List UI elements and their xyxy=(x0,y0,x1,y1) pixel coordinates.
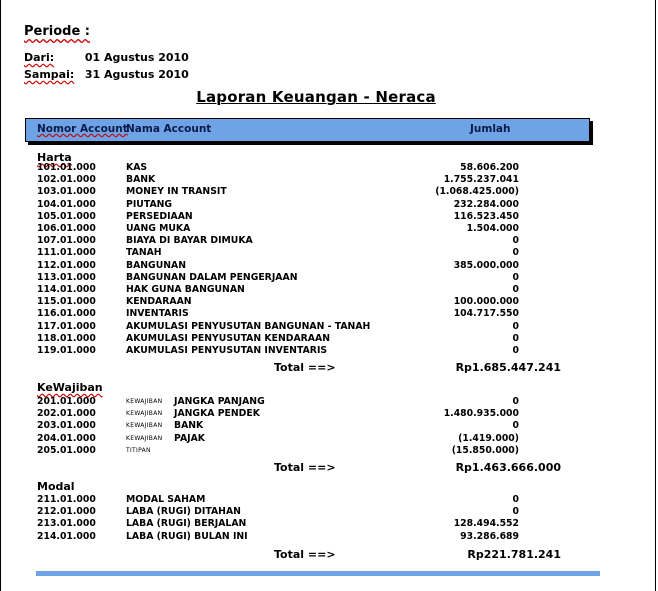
account-name: HAK GUNA BANGUNAN xyxy=(126,284,245,295)
account-code: 202.01.000 xyxy=(37,408,96,420)
account-code: 212.01.000 xyxy=(37,506,96,518)
table-row xyxy=(1,321,657,333)
periode-dari-row xyxy=(24,51,189,64)
account-prefix: KEWAJIBAN xyxy=(126,410,163,418)
account-name: BANK xyxy=(126,174,156,186)
account-amount: (15.850.000) xyxy=(451,444,519,456)
account-amount: 0 xyxy=(512,235,519,247)
account-amount: 93.286.689 xyxy=(460,530,519,542)
account-name: BANGUNAN DALAM PENGERJAAN xyxy=(126,271,298,283)
table-row xyxy=(1,235,657,247)
account-name: LABA (RUGI) BERJALAN xyxy=(126,518,247,530)
account-amount: 385.000.000 xyxy=(453,259,519,271)
header-amount: Jumlah xyxy=(470,123,511,135)
table-row xyxy=(1,223,657,235)
account-code: 102.01.000 xyxy=(37,174,96,186)
account-name: BANGUNAN xyxy=(126,259,186,271)
account-code: 117.01.000 xyxy=(37,320,96,332)
section-kewajiban-title: KeWajiban xyxy=(37,381,103,394)
table-row xyxy=(1,408,657,420)
account-code: 203.01.000 xyxy=(37,420,96,432)
section-modal-title: Modal xyxy=(37,480,75,493)
account-amount: 1.504.000 xyxy=(466,223,519,234)
account-name: KAS xyxy=(126,162,148,173)
account-code: 211.01.000 xyxy=(37,494,96,505)
table-row xyxy=(1,345,657,357)
account-name: BANK xyxy=(174,420,204,432)
table-row xyxy=(1,506,657,518)
account-code: 105.01.000 xyxy=(37,210,96,222)
account-prefix: KEWAJIBAN xyxy=(126,422,163,430)
header-account-name: Nama Account xyxy=(126,123,212,135)
table-row xyxy=(1,247,657,259)
account-amount: 1.755.237.041 xyxy=(443,174,519,186)
account-amount: 0 xyxy=(512,332,519,344)
table-row xyxy=(1,272,657,284)
account-amount: 0 xyxy=(512,396,519,407)
account-name: TANAH xyxy=(126,247,162,259)
table-row xyxy=(1,420,657,432)
sampai-value: 31 Agustus 2010 xyxy=(84,68,189,81)
account-code: 104.01.000 xyxy=(37,198,96,210)
account-amount: (1.419.000) xyxy=(458,432,519,444)
account-code: 118.01.000 xyxy=(37,332,96,344)
account-name: BIAYA DI BAYAR DIMUKA xyxy=(126,235,253,247)
section-harta-title: Harta xyxy=(37,151,72,164)
account-amount: 100.000.000 xyxy=(453,296,519,308)
account-name: PAJAK xyxy=(174,432,206,444)
account-prefix: KEWAJIBAN xyxy=(126,398,163,405)
account-prefix: KEWAJIBAN xyxy=(126,434,163,442)
modal-total-label: Total ==> xyxy=(274,548,336,561)
periode-sampai-row xyxy=(24,68,189,81)
account-amount: 0 xyxy=(512,320,519,332)
table-row xyxy=(1,433,657,445)
account-amount: 0 xyxy=(512,494,519,505)
account-code: 214.01.000 xyxy=(37,530,96,542)
account-name: AKUMULASI PENYUSUTAN BANGUNAN - TANAH xyxy=(126,320,371,332)
account-name: JANGKA PENDEK xyxy=(174,408,260,420)
kewajiban-total-label: Total ==> xyxy=(274,461,336,474)
account-name: JANGKA PANJANG xyxy=(174,396,265,407)
account-name: MONEY IN TRANSIT xyxy=(126,186,227,198)
account-code: 119.01.000 xyxy=(37,345,96,356)
table-row xyxy=(1,308,657,320)
account-code: 116.01.000 xyxy=(37,308,96,320)
account-code: 112.01.000 xyxy=(37,259,96,271)
table-row xyxy=(1,260,657,272)
account-code: 201.01.000 xyxy=(37,396,96,407)
account-amount: 116.523.450 xyxy=(453,210,519,222)
dari-value: 01 Agustus 2010 xyxy=(84,51,189,64)
account-code: 205.01.000 xyxy=(37,444,96,456)
account-name: MODAL SAHAM xyxy=(126,494,206,505)
account-code: 113.01.000 xyxy=(37,271,96,283)
account-amount: 128.494.552 xyxy=(453,518,519,530)
table-row xyxy=(1,162,657,174)
bottom-divider xyxy=(36,571,600,576)
table-row xyxy=(1,494,657,506)
table-row xyxy=(1,199,657,211)
header-account-number: Nomor Account xyxy=(37,123,128,135)
periode-title: Periode : xyxy=(24,24,90,39)
account-code: 103.01.000 xyxy=(37,186,96,198)
dari-label: Dari: xyxy=(24,51,55,64)
kewajiban-total-value: Rp1.463.666.000 xyxy=(455,461,561,474)
report-title-text: Laporan Keuangan - Neraca xyxy=(196,88,436,106)
account-amount: 232.284.000 xyxy=(453,198,519,210)
account-code: 213.01.000 xyxy=(37,518,96,530)
account-code: 107.01.000 xyxy=(37,235,96,247)
account-name: PERSEDIAAN xyxy=(126,210,193,222)
account-name: UANG MUKA xyxy=(126,223,191,234)
account-code: 204.01.000 xyxy=(37,432,96,444)
account-name: KENDARAAN xyxy=(126,296,192,308)
account-name: AKUMULASI PENYUSUTAN INVENTARIS xyxy=(126,345,328,356)
account-amount: 0 xyxy=(512,506,519,518)
modal-total-value: Rp221.781.241 xyxy=(467,548,561,561)
table-row xyxy=(1,211,657,223)
account-amount: 0 xyxy=(512,420,519,432)
account-name: AKUMULASI PENYUSUTAN KENDARAAN xyxy=(126,332,330,344)
account-amount: 0 xyxy=(512,284,519,295)
harta-total-value: Rp1.685.447.241 xyxy=(455,361,561,374)
account-amount: 104.717.550 xyxy=(453,308,519,320)
table-header xyxy=(25,118,590,142)
account-code: 115.01.000 xyxy=(37,296,96,308)
account-code: 106.01.000 xyxy=(37,223,96,234)
harta-total-label: Total ==> xyxy=(274,361,336,374)
table-row xyxy=(1,531,657,543)
table-row xyxy=(1,284,657,296)
table-row xyxy=(1,296,657,308)
account-amount: 0 xyxy=(512,271,519,283)
account-code: 101.01.000 xyxy=(37,162,96,173)
report-title xyxy=(1,88,631,106)
account-name: LABA (RUGI) BULAN INI xyxy=(126,530,248,542)
table-row xyxy=(1,333,657,345)
account-name: PIUTANG xyxy=(126,198,173,210)
table-row xyxy=(1,518,657,530)
account-name: INVENTARIS xyxy=(126,308,189,320)
account-code: 111.01.000 xyxy=(37,247,96,259)
account-amount: 0 xyxy=(512,247,519,259)
account-prefix: TITIPAN xyxy=(126,446,151,454)
account-amount: (1.068.425.000) xyxy=(435,186,519,198)
account-name: LABA (RUGI) DITAHAN xyxy=(126,506,241,518)
table-row xyxy=(1,445,657,457)
table-row xyxy=(1,174,657,186)
account-amount: 0 xyxy=(512,345,519,356)
table-row xyxy=(1,396,657,408)
sampai-label: Sampai: xyxy=(24,68,75,81)
table-row xyxy=(1,186,657,198)
account-code: 114.01.000 xyxy=(37,284,96,295)
account-amount: 58.606.200 xyxy=(460,162,519,173)
account-amount: 1.480.935.000 xyxy=(443,408,519,420)
